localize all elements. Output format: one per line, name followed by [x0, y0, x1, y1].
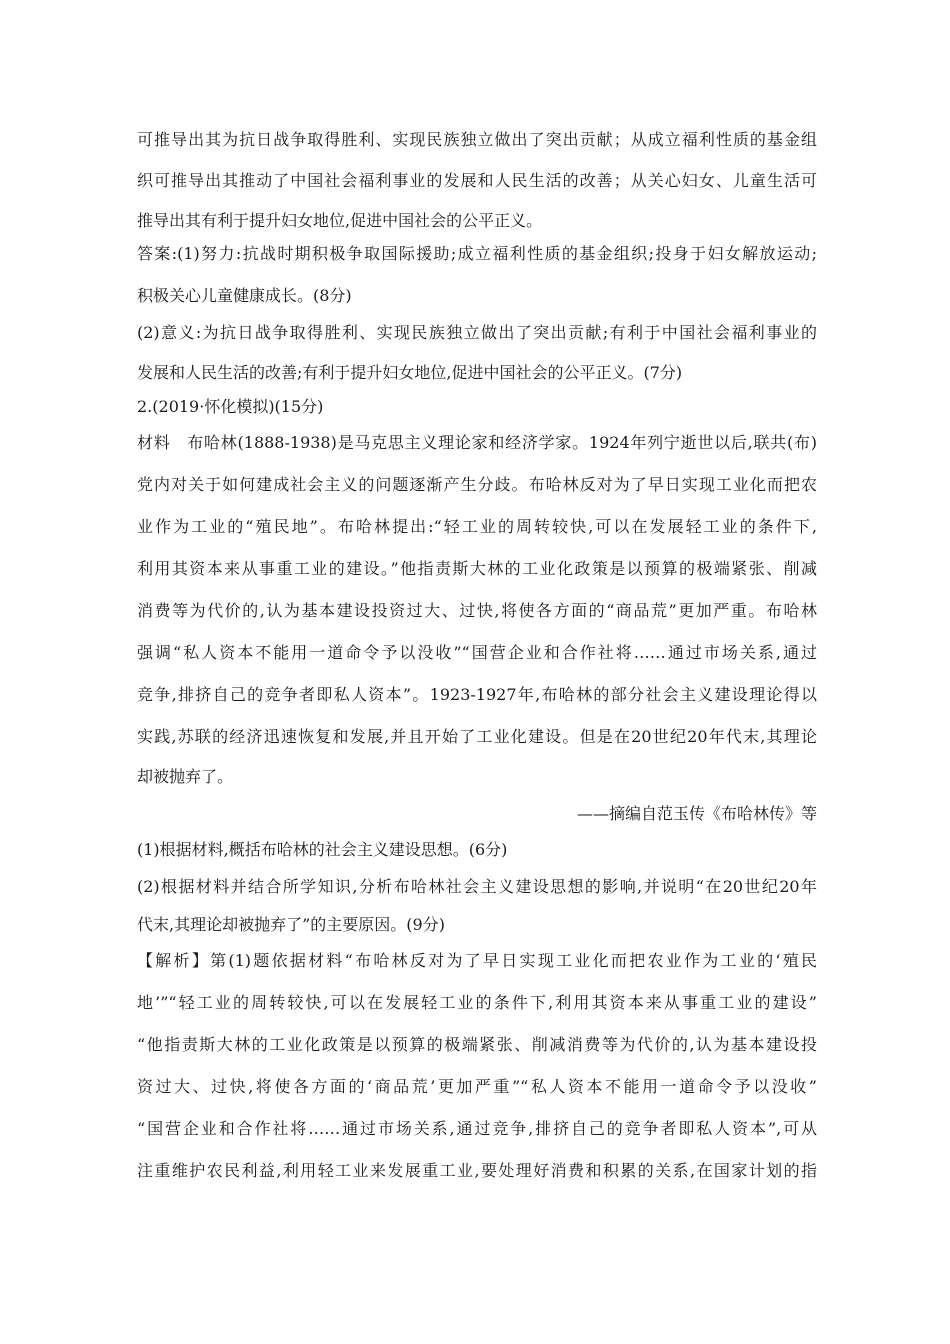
material-line: 业作为工业的“殖民地”。布哈林提出:“轻工业的周转较快,可以在发展轻工业的条件下,	[137, 517, 817, 536]
material-line: 消费等为代价的,认为基本建设投资过大、过快,将使各方面的“商品荒”更加严重。布哈林	[137, 601, 817, 620]
question-item: (2)根据材料并结合所学知识,分析布哈林社会主义建设思想的影响,并说明“在20世纪20年	[137, 877, 817, 896]
material-line: 强调“私人资本不能用一道命令予以没收”“国营企业和合作社将……通过市场关系,通过	[137, 643, 817, 662]
material-line: 党内对关于如何建成社会主义的问题逐渐产生分歧。布哈林反对为了早日实现工业化而把农	[137, 475, 817, 494]
material-line: 实践,苏联的经济迅速恢复和发展,并且开始了工业化建设。但是在20世纪20年代末,其理论	[137, 727, 817, 746]
material-line: 材料 布哈林(1888-1938)是马克思主义理论家和经济学家。1924年列宁逝世以后,联共(布)	[137, 433, 817, 452]
analysis-line: 资过大、过快,将使各方面的‘商品荒’更加严重”“私人资本不能用一道命令予以没收”	[137, 1077, 817, 1096]
analysis-line: 【解析】第(1)题依据材料“布哈林反对为了早日实现工业化而把农业作为工业的‘殖民	[137, 951, 817, 970]
source-citation: ——摘编自范玉传《布哈林传》等	[576, 804, 817, 823]
material-line: 竞争,排挤自己的竞争者即私人资本”。1923-1927年,布哈林的部分社会主义建设理论得以	[137, 685, 817, 704]
question-item: 代末,其理论却被抛弃了”的主要原因。(9分)	[137, 915, 445, 934]
analysis-line: 地’”“轻工业的周转较快,可以在发展轻工业的条件下,利用其资本来从事重工业的建设”	[137, 993, 817, 1012]
question-header: 2.(2019·怀化模拟)(15分)	[137, 397, 324, 416]
answer-line: (2)意义:为抗日战争取得胜利、实现民族独立做出了突出贡献;有利于中国社会福利事业的	[137, 323, 817, 342]
answer-line: 积极关心儿童健康成长。(8分)	[137, 286, 352, 305]
analysis-line: “他指责斯大林的工业化政策是以预算的极端紧张、削减消费等为代价的,认为基本建设投	[137, 1035, 817, 1054]
text-line: 推导出其有利于提升妇女地位,促进中国社会的公平正义。	[137, 211, 543, 230]
analysis-line: 注重维护农民利益,利用轻工业来发展重工业,要处理好消费和积累的关系,在国家计划的指	[137, 1161, 817, 1180]
material-line: 却被抛弃了。	[137, 767, 234, 786]
answer-line: 发展和人民生活的改善;有利于提升妇女地位,促进中国社会的公平正义。(7分)	[137, 363, 683, 382]
answer-line: 答案:(1)努力:抗战时期积极争取国际援助;成立福利性质的基金组织;投身于妇女解放运动;	[137, 244, 817, 263]
text-line: 可推导出其为抗日战争取得胜利、实现民族独立做出了突出贡献；从成立福利性质的基金组	[137, 130, 817, 149]
text-line: 织可推导出其推动了中国社会福利事业的发展和人民生活的改善；从关心妇女、儿童生活可	[137, 171, 817, 190]
analysis-line: “国营企业和合作社将……通过市场关系,通过竞争,排挤自己的竞争者即私人资本”,可从	[137, 1119, 817, 1138]
material-line: 利用其资本来从事重工业的建设。”他指责斯大林的工业化政策是以预算的极端紧张、削减	[137, 559, 817, 578]
question-item: (1)根据材料,概括布哈林的社会主义建设思想。(6分)	[137, 840, 508, 859]
